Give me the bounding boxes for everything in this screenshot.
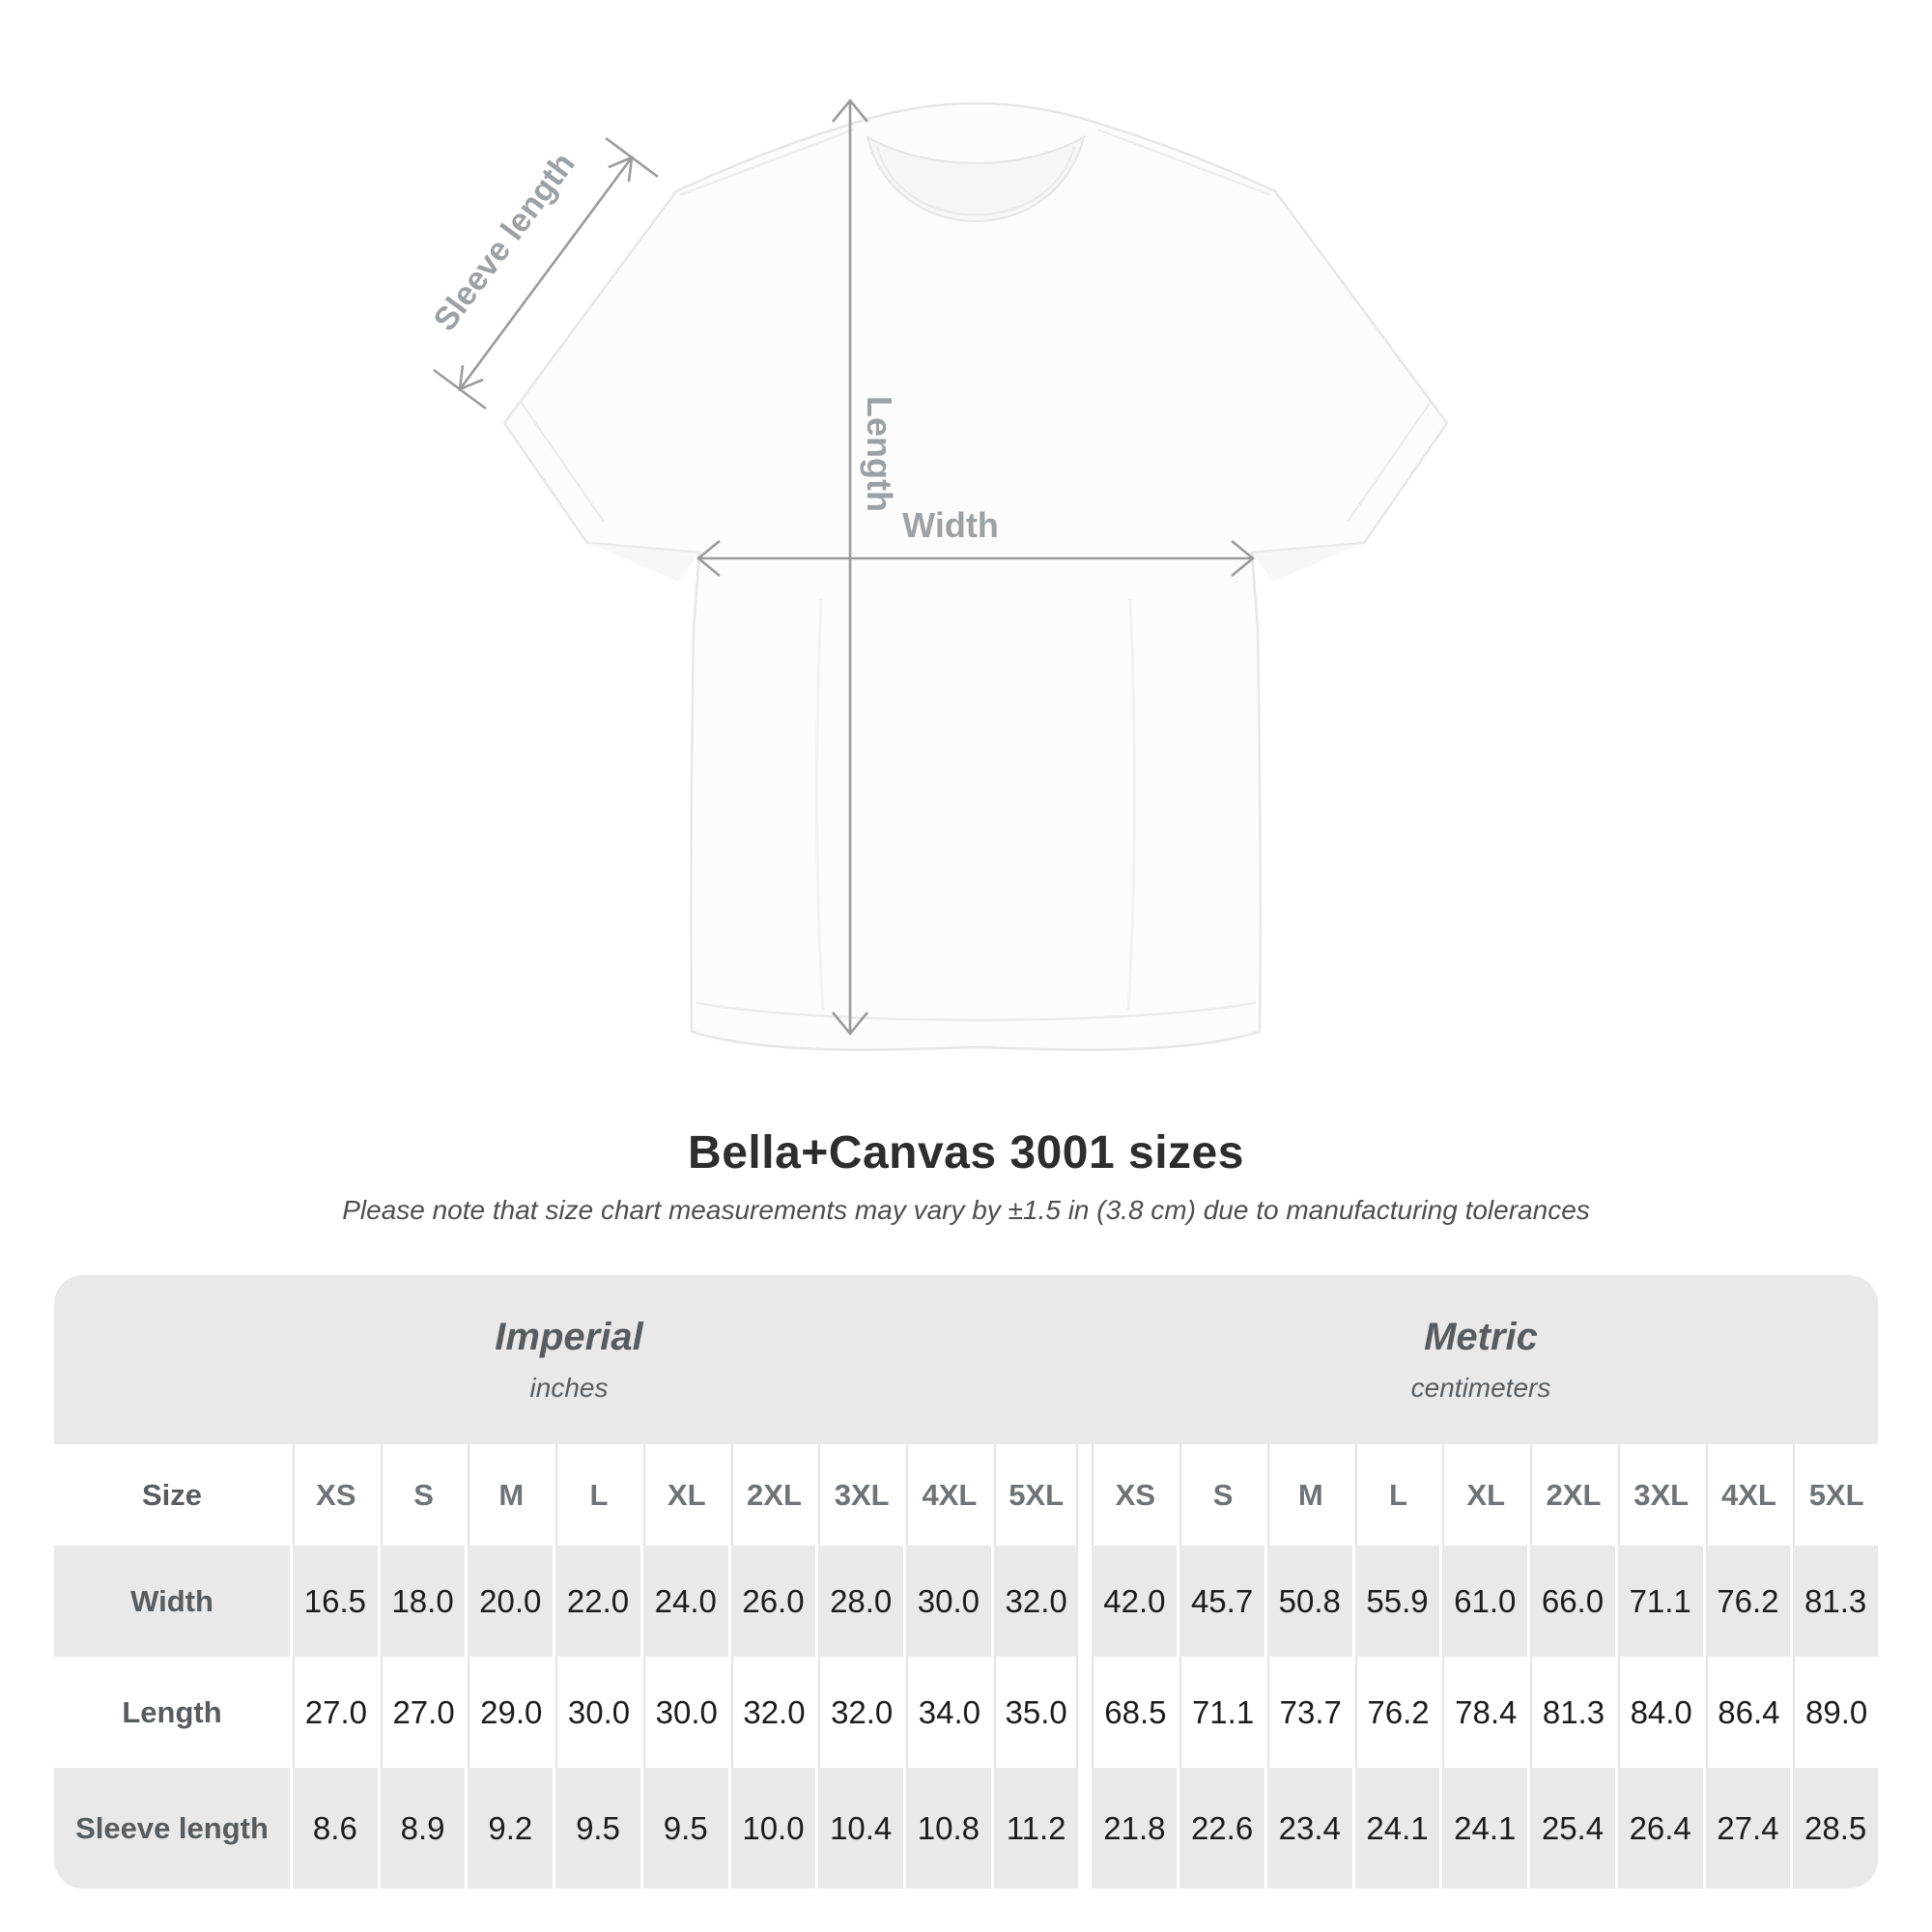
row-label: Sleeve length — [54, 1768, 290, 1889]
table-cell: 89.0 — [1793, 1657, 1878, 1768]
table-cell: 18.0 — [381, 1546, 466, 1657]
table-cell: 24.0 — [643, 1546, 728, 1657]
table-cell: 32.0 — [818, 1657, 903, 1768]
size-header: XS — [1092, 1444, 1177, 1546]
table-cell: 76.2 — [1706, 1546, 1791, 1657]
imperial-units: inches — [529, 1373, 609, 1403]
table-cell: 35.0 — [994, 1657, 1079, 1768]
size-header: M — [1267, 1444, 1352, 1546]
size-header: L — [1355, 1444, 1440, 1546]
table-cell: 9.2 — [468, 1768, 553, 1889]
table-cell: 30.0 — [643, 1657, 728, 1768]
table-cell: 10.4 — [818, 1768, 903, 1889]
size-header: 5XL — [994, 1444, 1079, 1546]
size-header: S — [381, 1444, 466, 1546]
tolerance-note: Please note that size chart measurements may vary by ±1.5 in (3.8 cm) due to manufacturing tolerances — [342, 1195, 1590, 1225]
metric-group-header — [1084, 1275, 1878, 1444]
table-cell: 8.6 — [293, 1768, 378, 1889]
table-cell: 68.5 — [1092, 1657, 1177, 1768]
row-label: Width — [54, 1546, 290, 1657]
table-cell: 81.3 — [1530, 1657, 1615, 1768]
table-cell: 26.0 — [731, 1546, 816, 1657]
size-header: XS — [293, 1444, 378, 1546]
table-cell: 24.1 — [1355, 1768, 1440, 1889]
table-row-sleeve-length — [54, 1768, 1878, 1889]
metric-units: centimeters — [1410, 1373, 1551, 1403]
size-header: 3XL — [1618, 1444, 1703, 1546]
half-divider — [1081, 1546, 1089, 1657]
size-table — [54, 1275, 1878, 1889]
size-header: XL — [1442, 1444, 1527, 1546]
table-cell: 32.0 — [731, 1657, 816, 1768]
tshirt-illustration — [504, 103, 1447, 1050]
table-cell: 76.2 — [1355, 1657, 1440, 1768]
size-header: 2XL — [1530, 1444, 1615, 1546]
table-cell: 28.0 — [818, 1546, 903, 1657]
size-header: 3XL — [818, 1444, 903, 1546]
imperial-group-header — [54, 1275, 1084, 1444]
table-cell: 81.3 — [1793, 1546, 1878, 1657]
table-cell: 25.4 — [1530, 1768, 1615, 1889]
size-header: XL — [643, 1444, 728, 1546]
table-cell: 42.0 — [1092, 1546, 1177, 1657]
table-cell: 26.4 — [1618, 1768, 1703, 1889]
table-cell: 61.0 — [1442, 1546, 1527, 1657]
table-cell: 71.1 — [1618, 1546, 1703, 1657]
half-divider — [1081, 1657, 1089, 1768]
table-cell: 30.0 — [906, 1546, 991, 1657]
table-cell: 27.0 — [381, 1657, 466, 1768]
size-header: 2XL — [731, 1444, 816, 1546]
width-label: Width — [902, 505, 999, 545]
table-cell: 11.2 — [994, 1768, 1079, 1889]
unit-group-band — [54, 1275, 1878, 1444]
heading-block — [0, 1126, 1932, 1226]
table-cell: 9.5 — [555, 1768, 640, 1889]
table-cell: 10.8 — [906, 1768, 991, 1889]
table-cell: 86.4 — [1706, 1657, 1791, 1768]
table-cell: 20.0 — [468, 1546, 553, 1657]
table-cell: 84.0 — [1618, 1657, 1703, 1768]
sleeve-length-label: Sleeve length — [426, 146, 582, 338]
table-cell: 10.0 — [731, 1768, 816, 1889]
table-row-width — [54, 1546, 1878, 1657]
table-cell: 9.5 — [643, 1768, 728, 1889]
table-cell: 24.1 — [1442, 1768, 1527, 1889]
table-cell: 78.4 — [1442, 1657, 1527, 1768]
length-label: Length — [860, 396, 899, 512]
imperial-label: Imperial — [495, 1316, 643, 1358]
table-cell: 66.0 — [1530, 1546, 1615, 1657]
size-header: M — [468, 1444, 553, 1546]
table-cell: 34.0 — [906, 1657, 991, 1768]
size-header: 5XL — [1793, 1444, 1878, 1546]
table-cell: 27.4 — [1706, 1768, 1791, 1889]
size-corner-label: Size — [54, 1444, 290, 1546]
table-cell: 73.7 — [1267, 1657, 1352, 1768]
table-cell: 50.8 — [1267, 1546, 1352, 1657]
size-header-row — [54, 1444, 1878, 1546]
table-cell: 30.0 — [555, 1657, 640, 1768]
table-cell: 27.0 — [293, 1657, 378, 1768]
table-cell: 71.1 — [1179, 1657, 1264, 1768]
size-header: 4XL — [906, 1444, 991, 1546]
half-divider — [1081, 1768, 1089, 1889]
metric-label: Metric — [1424, 1316, 1538, 1358]
table-row-length — [54, 1657, 1878, 1768]
size-header: S — [1179, 1444, 1264, 1546]
size-header: L — [555, 1444, 640, 1546]
row-label: Length — [54, 1657, 290, 1768]
table-cell: 22.6 — [1179, 1768, 1264, 1889]
table-cell: 23.4 — [1267, 1768, 1352, 1889]
half-divider — [1081, 1444, 1089, 1546]
table-cell: 28.5 — [1793, 1768, 1878, 1889]
table-cell: 22.0 — [555, 1546, 640, 1657]
table-cell: 32.0 — [994, 1546, 1079, 1657]
table-cell: 16.5 — [293, 1546, 378, 1657]
table-cell: 45.7 — [1179, 1546, 1264, 1657]
table-cell: 21.8 — [1092, 1768, 1177, 1889]
table-cell: 8.9 — [381, 1768, 466, 1889]
table-cell: 55.9 — [1355, 1546, 1440, 1657]
size-header: 4XL — [1706, 1444, 1791, 1546]
table-cell: 29.0 — [468, 1657, 553, 1768]
page-title: Bella+Canvas 3001 sizes — [688, 1127, 1244, 1179]
